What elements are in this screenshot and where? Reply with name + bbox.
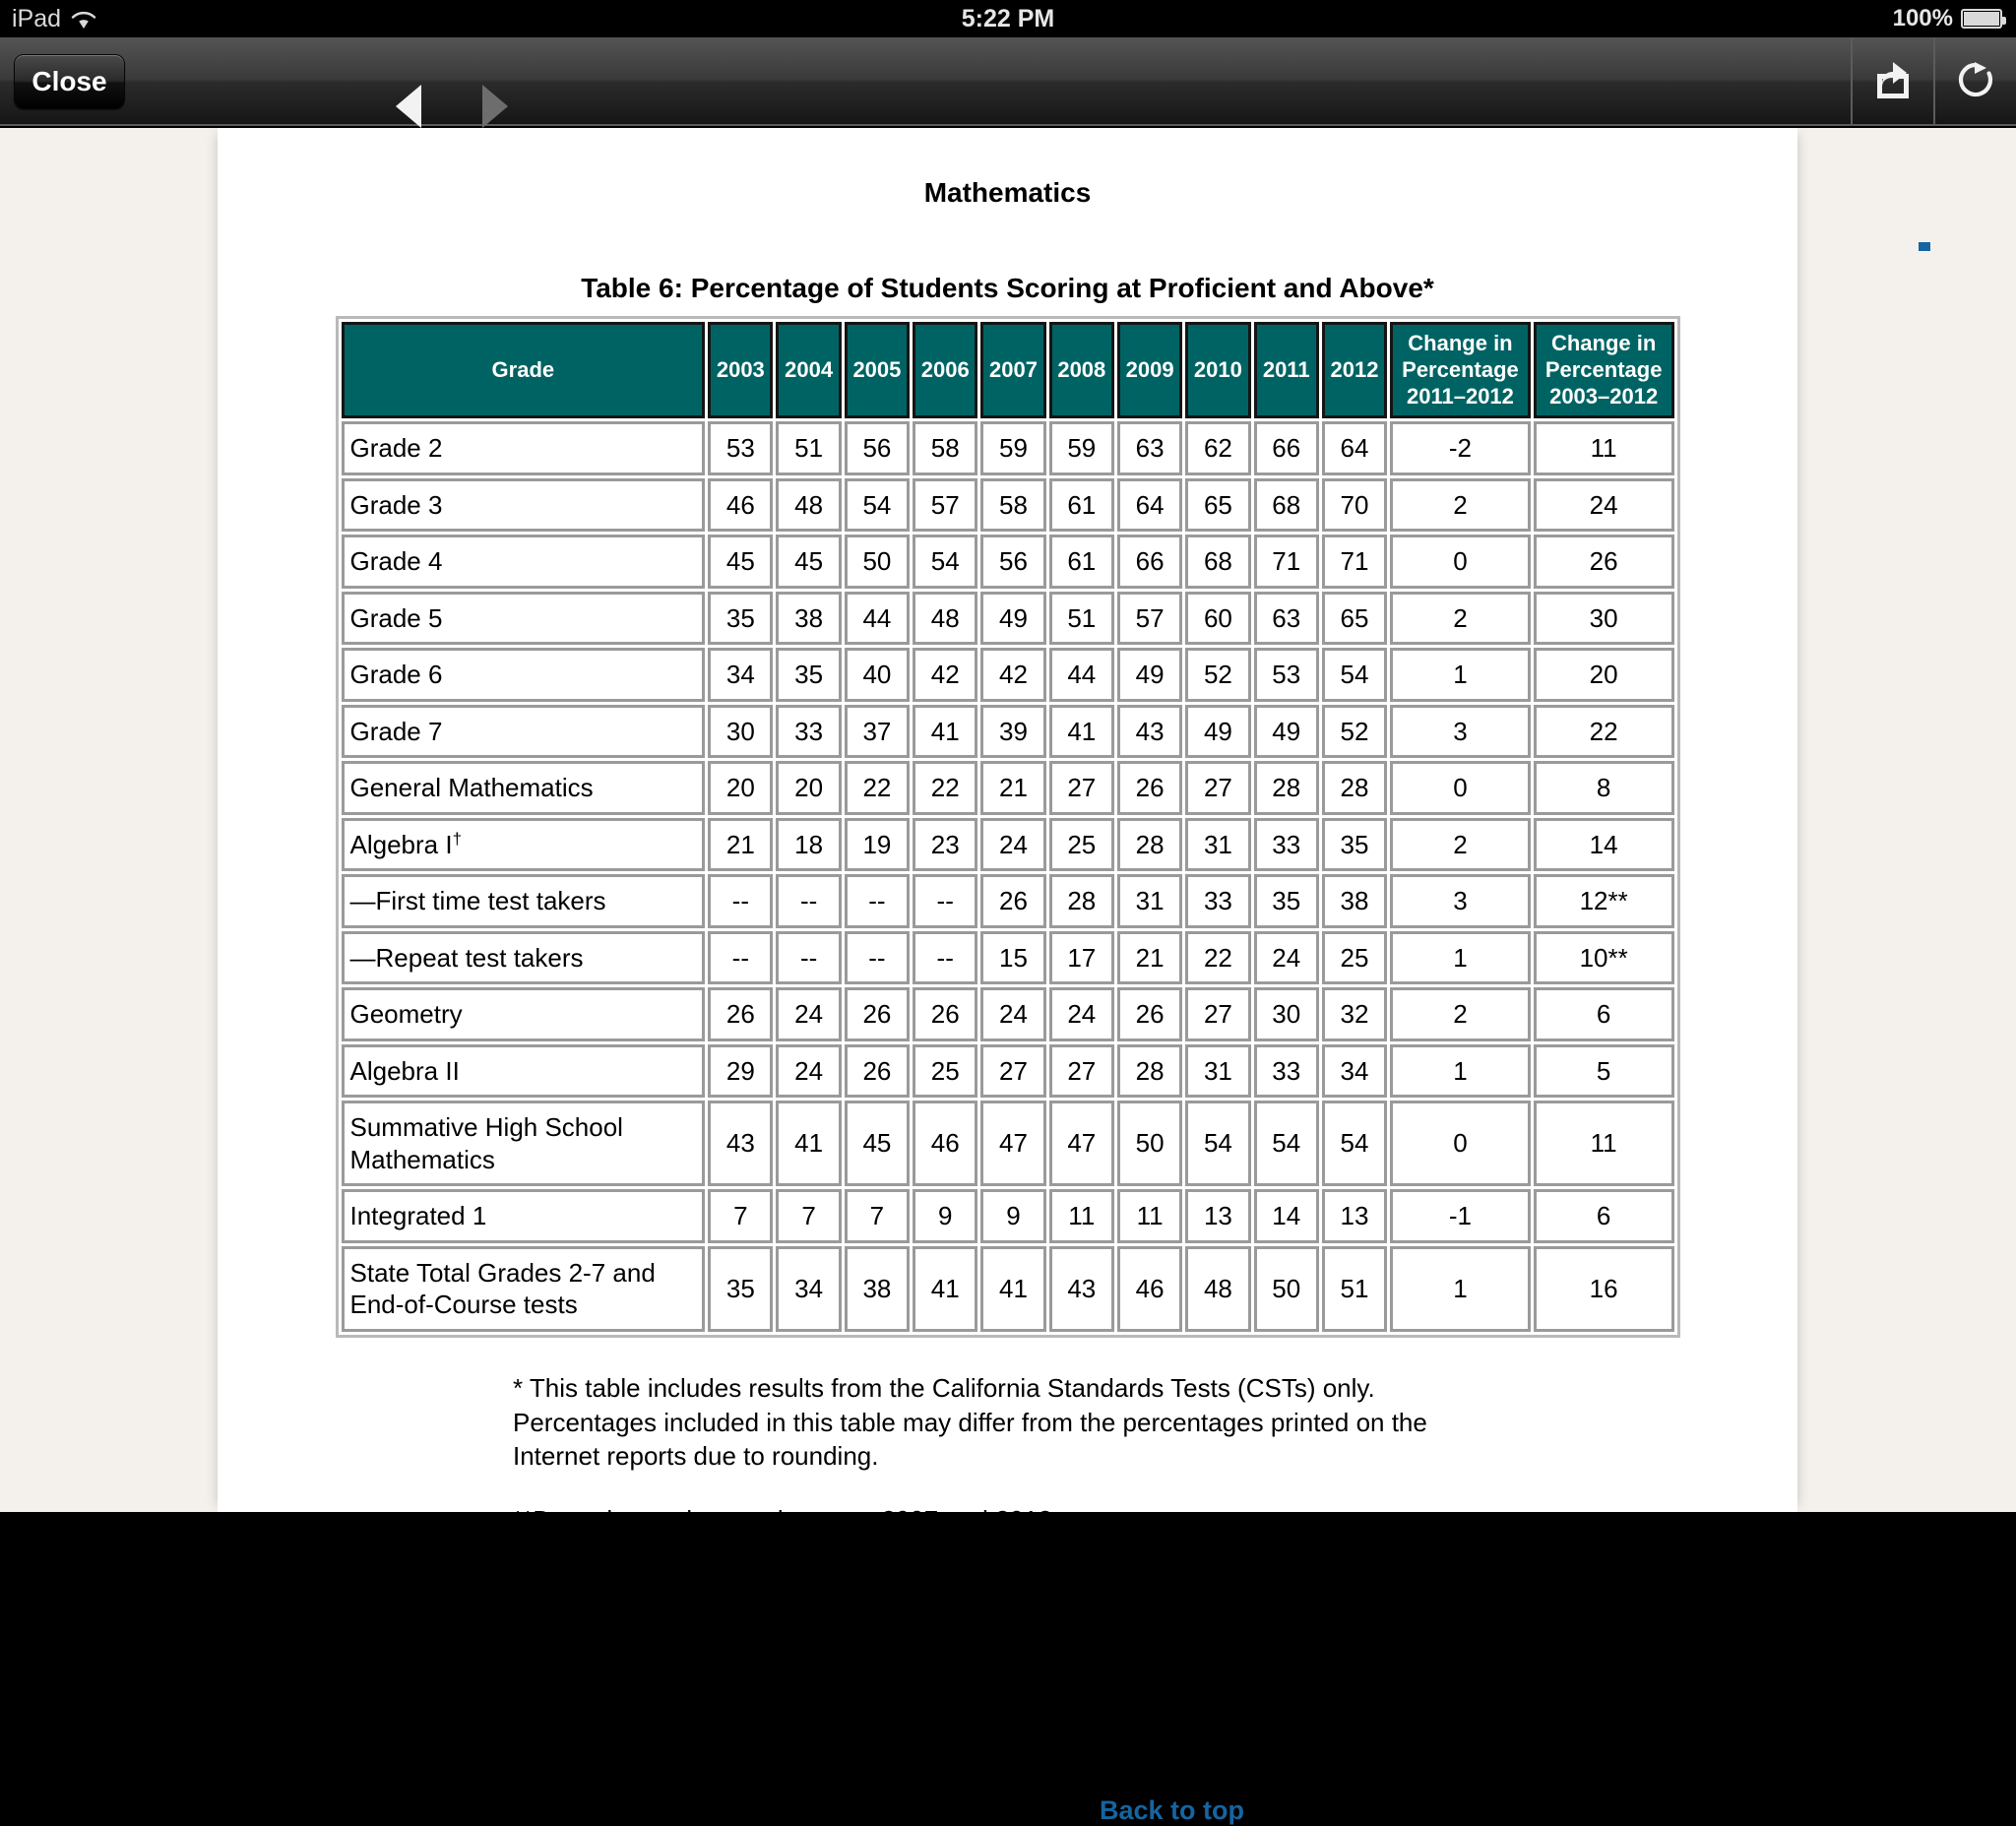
table-cell: 6 (1534, 1189, 1674, 1243)
table-cell: 49 (1117, 648, 1182, 702)
refresh-icon (1955, 59, 1996, 105)
table-cell: 26 (708, 987, 773, 1041)
table-cell: 46 (708, 478, 773, 533)
table-cell: 34 (1322, 1044, 1387, 1099)
table-row (342, 931, 1674, 985)
table-cell: 26 (980, 874, 1045, 928)
table-cell: 11 (1117, 1189, 1182, 1243)
table-cell: 56 (845, 421, 910, 475)
table-cell: 35 (708, 592, 773, 646)
table-cell: 60 (1185, 592, 1250, 646)
table-row (342, 421, 1674, 475)
change-2011-2012-line1: Change in (1408, 331, 1513, 355)
table-cell: -- (913, 874, 977, 928)
footnote-note: Note: The results for Integrated Mathematics 2 and 3 are not reported due to the small numbers of test-takers. (513, 1700, 1488, 1764)
table-cell: 32 (1322, 987, 1387, 1041)
table-cell: 8 (1534, 761, 1674, 815)
page-title: Mathematics (923, 177, 1092, 208)
table-cell: 46 (1117, 1246, 1182, 1332)
row-label: Grade 7 (342, 705, 706, 759)
col-header-change-2011-2012 (1390, 322, 1531, 418)
table-row (342, 987, 1674, 1041)
table-cell: 0 (1390, 1101, 1531, 1186)
change-2011-2012-line3: 2011–2012 (1407, 383, 1514, 409)
battery-full-icon (1961, 9, 2002, 29)
table-cell: 26 (1534, 535, 1674, 589)
table-cell: 11 (1534, 421, 1674, 475)
refresh-button[interactable] (1933, 37, 2016, 126)
table-cell: 24 (1049, 987, 1114, 1041)
table-cell: 21 (980, 761, 1045, 815)
table-cell: 11 (1049, 1189, 1114, 1243)
change-2003-2012-line2: Percentage (1544, 356, 1663, 382)
table-cell: 11 (1534, 1101, 1674, 1186)
change-2003-2012-line1: Change in (1550, 331, 1657, 355)
col-header-2010: 2010 (1185, 322, 1250, 418)
table-row (342, 818, 1674, 872)
table-cell: 12** (1534, 874, 1674, 928)
device-label: iPad (12, 4, 62, 32)
table-cell: 31 (1185, 1044, 1250, 1099)
table-cell: 42 (980, 648, 1045, 702)
table-cell: 21 (1117, 931, 1182, 985)
table-cell: 54 (845, 478, 910, 533)
table-cell: 41 (1049, 705, 1114, 759)
table-cell: 33 (1254, 818, 1319, 872)
col-header-2005: 2005 (845, 322, 910, 418)
table-cell: 23 (913, 818, 977, 872)
table-cell: 28 (1117, 1044, 1182, 1099)
row-label: State Total Grades 2-7 and End-of-Course tests (342, 1246, 706, 1332)
table-cell: 16 (1534, 1246, 1674, 1332)
table-cell: 2 (1390, 987, 1531, 1041)
table-cell: -- (708, 874, 773, 928)
table-cell: 25 (1322, 931, 1387, 985)
table-cell: 28 (1117, 818, 1182, 872)
table-cell: 71 (1322, 535, 1387, 589)
table-cell: 20 (776, 761, 841, 815)
footnote-asterisk: * This table includes results from the California Standards Tests (CSTs) only. Percentages included in this table may differ from the percentages printed on the Internet reports due to rounding. (513, 1372, 1427, 1472)
table-cell: 35 (1254, 874, 1319, 928)
table-cell: 43 (708, 1101, 773, 1186)
table-cell: 3 (1390, 874, 1531, 928)
row-label: Algebra II (342, 1044, 706, 1099)
col-header-change-2003-2012 (1534, 322, 1674, 418)
table-cell: 68 (1254, 478, 1319, 533)
table-cell: -2 (1390, 421, 1531, 475)
col-header-2009: 2009 (1117, 322, 1182, 418)
table-cell: 63 (1254, 592, 1319, 646)
table-cell: 48 (913, 592, 977, 646)
table-cell: 34 (776, 1246, 841, 1332)
row-label: Grade 3 (342, 478, 706, 533)
table-cell: 27 (1185, 761, 1250, 815)
table-cell: 51 (1049, 592, 1114, 646)
table-cell: 70 (1322, 478, 1387, 533)
table-cell: 10** (1534, 931, 1674, 985)
col-header-grade: Grade (342, 322, 706, 418)
table-cell: 63 (1117, 421, 1182, 475)
table-cell: 1 (1390, 1044, 1531, 1099)
table-cell: -- (845, 931, 910, 985)
table-cell: 38 (776, 592, 841, 646)
table-cell: 30 (1254, 987, 1319, 1041)
table-cell: 52 (1322, 705, 1387, 759)
row-label: General Mathematics (342, 761, 706, 815)
back-triangle-icon[interactable] (396, 85, 421, 128)
table-cell: 66 (1117, 535, 1182, 589)
table-cell: 14 (1254, 1189, 1319, 1243)
table-cell: 53 (708, 421, 773, 475)
table-cell: 51 (1322, 1246, 1387, 1332)
table-cell: 47 (1049, 1101, 1114, 1186)
ios-status-bar (0, 0, 2016, 37)
table-row (342, 705, 1674, 759)
table-cell: 58 (980, 478, 1045, 533)
wifi-icon (71, 9, 96, 29)
table-cell: 20 (708, 761, 773, 815)
table-cell: 2 (1390, 818, 1531, 872)
table-cell: 14 (1534, 818, 1674, 872)
col-header-2011: 2011 (1254, 322, 1319, 418)
table-cell: 47 (980, 1101, 1045, 1186)
table-cell: 19 (845, 818, 910, 872)
table-cell: 34 (708, 648, 773, 702)
table-cell: -- (845, 874, 910, 928)
table-cell: 3 (1390, 705, 1531, 759)
footnotes (218, 1371, 1797, 1826)
table-row (342, 592, 1674, 646)
table-cell: 30 (708, 705, 773, 759)
table-cell: 38 (1322, 874, 1387, 928)
table-cell: 48 (1185, 1246, 1250, 1332)
table-row (342, 761, 1674, 815)
table-cell: 71 (1254, 535, 1319, 589)
browser-toolbar (0, 37, 2016, 126)
battery-percent-label: 100% (1892, 5, 1953, 31)
table-cell: 25 (913, 1044, 977, 1099)
table-cell: 26 (1117, 761, 1182, 815)
table-cell: 57 (913, 478, 977, 533)
table-cell: 22 (845, 761, 910, 815)
table-cell: 20 (1534, 648, 1674, 702)
table-cell: 13 (1185, 1189, 1250, 1243)
col-header-2008: 2008 (1049, 322, 1114, 418)
row-label: Grade 4 (342, 535, 706, 589)
table-cell: 31 (1185, 818, 1250, 872)
scores-table (339, 319, 1677, 1335)
table-cell: 50 (1254, 1246, 1319, 1332)
table-cell: 54 (913, 535, 977, 589)
table-cell: 28 (1322, 761, 1387, 815)
table-cell: 41 (913, 1246, 977, 1332)
table-cell: 27 (1185, 987, 1250, 1041)
table-cell: 41 (980, 1246, 1045, 1332)
close-button[interactable]: Close (14, 54, 125, 109)
table-cell: 35 (776, 648, 841, 702)
table-cell: 49 (980, 592, 1045, 646)
table-cell: 49 (1254, 705, 1319, 759)
status-bar-right (1893, 5, 2002, 32)
table-cell: 22 (913, 761, 977, 815)
table-cell: 26 (845, 1044, 910, 1099)
table-cell: 56 (980, 535, 1045, 589)
table-cell: 39 (980, 705, 1045, 759)
table-cell: 29 (708, 1044, 773, 1099)
table-cell: 15 (980, 931, 1045, 985)
table-cell: 48 (776, 478, 841, 533)
document-content (218, 128, 1797, 1826)
row-label: Summative High School Mathematics (342, 1101, 706, 1186)
table-cell: 37 (845, 705, 910, 759)
table-cell: 53 (1254, 648, 1319, 702)
change-2003-2012-line3: 2003–2012 (1549, 383, 1659, 409)
row-label: Grade 5 (342, 592, 706, 646)
table-cell: 9 (980, 1189, 1045, 1243)
col-header-2003: 2003 (708, 322, 773, 418)
table-cell: 58 (913, 421, 977, 475)
clipped-link-fragment (1919, 242, 1930, 251)
table-cell: 40 (845, 648, 910, 702)
table-cell: 33 (1185, 874, 1250, 928)
table-row (342, 535, 1674, 589)
table-cell: 51 (776, 421, 841, 475)
table-cell: 54 (1185, 1101, 1250, 1186)
forward-triangle-icon[interactable] (482, 85, 508, 128)
status-bar-clock: 5:22 PM (961, 4, 1055, 32)
table-cell: 26 (1117, 987, 1182, 1041)
footnote-double-asterisk: **Data shows changes between 2007 and 2012. (513, 1504, 1060, 1535)
table-cell: 27 (1049, 761, 1114, 815)
table-cell: 18 (776, 818, 841, 872)
table-cell: 13 (1322, 1189, 1387, 1243)
table-cell: 54 (1322, 648, 1387, 702)
table-row (342, 1246, 1674, 1332)
scores-table-wrapper (336, 316, 1680, 1338)
footnote-dagger-text: Prior to 2007, Algebra I was an end-of-course test for grades eight through eleven students. Beginning in 2007, students in grade seven were allowed to take the Algebra I test. (513, 1568, 1506, 1667)
table-cell: 21 (708, 818, 773, 872)
row-label: Integrated 1 (342, 1189, 706, 1243)
table-cell: 7 (708, 1189, 773, 1243)
table-cell: 24 (1254, 931, 1319, 985)
table-cell: 38 (845, 1246, 910, 1332)
dagger-marker: † (513, 1566, 524, 1587)
table-cell: 50 (845, 535, 910, 589)
row-label: —Repeat test takers (342, 931, 706, 985)
table-row (342, 1189, 1674, 1243)
table-cell: 50 (1117, 1101, 1182, 1186)
table-cell: 64 (1322, 421, 1387, 475)
table-cell: 24 (776, 1044, 841, 1099)
table-cell: 59 (1049, 421, 1114, 475)
table-cell: 44 (845, 592, 910, 646)
table-cell: 5 (1534, 1044, 1674, 1099)
table-cell: 22 (1185, 931, 1250, 985)
row-label: Grade 6 (342, 648, 706, 702)
table-cell: 42 (913, 648, 977, 702)
table-cell: 64 (1117, 478, 1182, 533)
table-cell: 44 (1049, 648, 1114, 702)
table-cell: 26 (845, 987, 910, 1041)
table-cell: 41 (913, 705, 977, 759)
table-cell: 66 (1254, 421, 1319, 475)
table-row (342, 1044, 1674, 1099)
table-cell: 7 (845, 1189, 910, 1243)
table-cell: 59 (980, 421, 1045, 475)
page-viewport (0, 128, 2016, 1826)
table-cell: 57 (1117, 592, 1182, 646)
toolbar-actions (1851, 37, 2016, 126)
table-cell: 54 (1254, 1101, 1319, 1186)
table-cell: 24 (980, 987, 1045, 1041)
table-cell: 54 (1322, 1101, 1387, 1186)
document-sheet (218, 128, 1797, 1826)
table-cell: 65 (1322, 592, 1387, 646)
table-cell: 24 (1534, 478, 1674, 533)
status-bar-left (0, 5, 96, 33)
table-caption: Table 6: Percentage of Students Scoring at Proficient and Above* (581, 273, 1434, 303)
row-label: —First time test takers (342, 874, 706, 928)
table-cell: 31 (1117, 874, 1182, 928)
table-cell: 27 (980, 1044, 1045, 1099)
table-row (342, 648, 1674, 702)
table-cell: 0 (1390, 761, 1531, 815)
table-cell: 2 (1390, 592, 1531, 646)
table-cell: 24 (980, 818, 1045, 872)
table-cell: 68 (1185, 535, 1250, 589)
table-cell: 24 (776, 987, 841, 1041)
table-cell: 62 (1185, 421, 1250, 475)
back-to-top-container (513, 1795, 1512, 1826)
share-button[interactable] (1851, 37, 1933, 126)
table-cell: 1 (1390, 648, 1531, 702)
dagger-marker: † (452, 829, 463, 849)
row-label: Grade 2 (342, 421, 706, 475)
table-cell: 45 (708, 535, 773, 589)
table-cell: 33 (1254, 1044, 1319, 1099)
table-cell: -- (776, 931, 841, 985)
table-cell: 35 (1322, 818, 1387, 872)
table-cell: 46 (913, 1101, 977, 1186)
footnote-dagger (513, 1566, 1512, 1669)
table-header-row (342, 322, 1674, 418)
table-cell: 43 (1117, 705, 1182, 759)
table-body (342, 421, 1674, 1332)
change-2011-2012-line2: Percentage (1402, 356, 1519, 382)
table-cell: 52 (1185, 648, 1250, 702)
table-cell: 61 (1049, 535, 1114, 589)
table-cell: 33 (776, 705, 841, 759)
table-row (342, 874, 1674, 928)
table-cell: 61 (1049, 478, 1114, 533)
table-cell: -- (708, 931, 773, 985)
col-header-2012: 2012 (1322, 322, 1387, 418)
table-cell: 17 (1049, 931, 1114, 985)
table-cell: 28 (1049, 874, 1114, 928)
col-header-2007: 2007 (980, 322, 1045, 418)
table-cell: 9 (913, 1189, 977, 1243)
table-cell: 45 (845, 1101, 910, 1186)
table-cell: 41 (776, 1101, 841, 1186)
table-cell: 45 (776, 535, 841, 589)
col-header-2004: 2004 (776, 322, 841, 418)
table-cell: 27 (1049, 1044, 1114, 1099)
table-cell: 65 (1185, 478, 1250, 533)
table-cell: 49 (1185, 705, 1250, 759)
row-label: Algebra I† (342, 818, 706, 872)
table-cell: 26 (913, 987, 977, 1041)
table-row (342, 1101, 1674, 1186)
table-cell: 35 (708, 1246, 773, 1332)
table-cell: 2 (1390, 478, 1531, 533)
table-cell: 0 (1390, 535, 1531, 589)
table-cell: -- (776, 874, 841, 928)
table-cell: 28 (1254, 761, 1319, 815)
table-cell: 7 (776, 1189, 841, 1243)
table-row (342, 478, 1674, 533)
table-cell: 22 (1534, 705, 1674, 759)
col-header-2006: 2006 (913, 322, 977, 418)
table-cell: 30 (1534, 592, 1674, 646)
table-cell: 1 (1390, 1246, 1531, 1332)
table-cell: 6 (1534, 987, 1674, 1041)
table-cell: -1 (1390, 1189, 1531, 1243)
back-to-top-link[interactable]: Back to top (1099, 1795, 1244, 1826)
table-cell: -- (913, 931, 977, 985)
table-cell: 1 (1390, 931, 1531, 985)
table-cell: 43 (1049, 1246, 1114, 1332)
share-icon (1872, 59, 1914, 105)
table-cell: 25 (1049, 818, 1114, 872)
row-label: Geometry (342, 987, 706, 1041)
